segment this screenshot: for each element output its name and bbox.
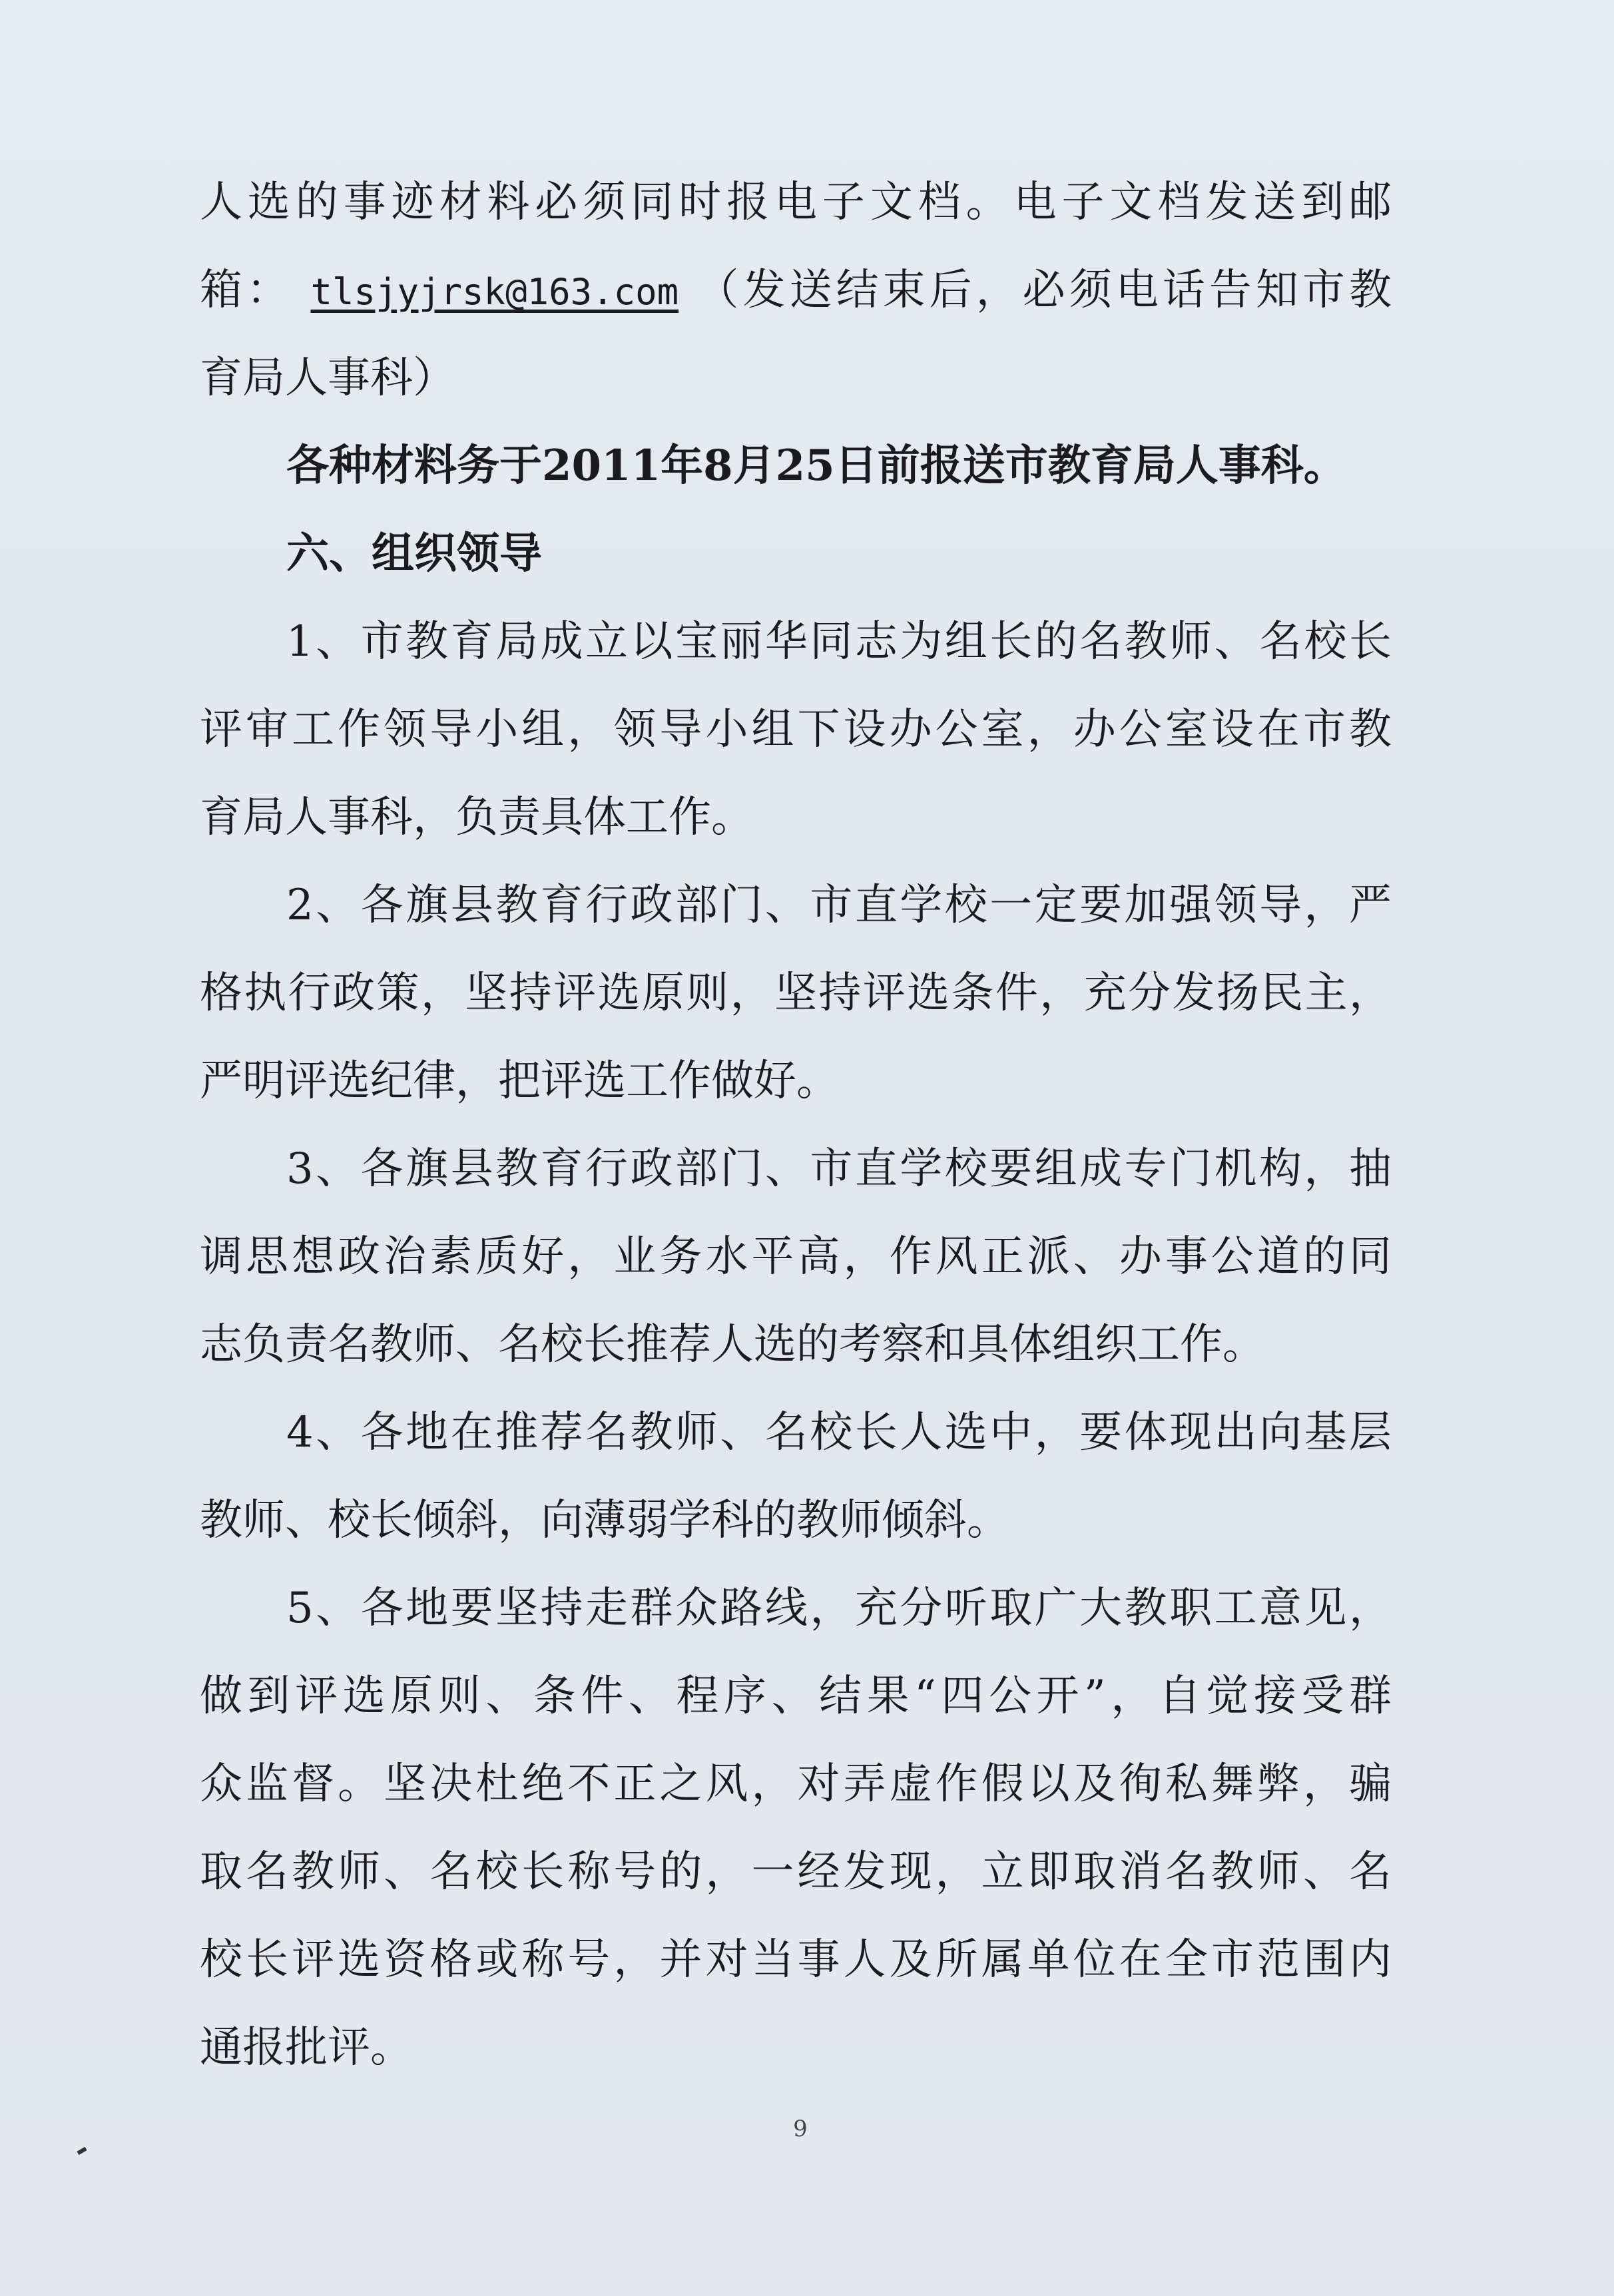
item-1-line-1: 1、市教育局成立以宝丽华同志为组长的名教师、名校长 <box>286 617 1392 666</box>
mailbox-label: 箱： <box>200 266 294 315</box>
paragraph-line-2 <box>200 246 1392 334</box>
section-heading: 六、组织领导 <box>286 529 542 578</box>
email-link[interactable]: tlsjyjrsk@163.com <box>310 271 679 313</box>
item-2-line-1: 2、各旗县教育行政部门、市直学校一定要加强领导，严 <box>286 881 1392 930</box>
item-5-line-6: 通报批评。 <box>200 2023 413 2072</box>
item-4-line-2: 教师、校长倾斜，向薄弱学科的教师倾斜。 <box>200 1496 1009 1545</box>
item-3-line-2: 调思想政治素质好，业务水平高，作风正派、办事公道的同 <box>200 1232 1392 1281</box>
item-1-line-2: 评审工作领导小组，领导小组下设办公室，办公室设在市教 <box>200 705 1392 754</box>
item-5-line-5: 校长评选资格或称号，并对当事人及所属单位在全市范围内 <box>200 1935 1392 1984</box>
item-5-line-1: 5、各地要坚持走群众路线，充分听取广大教职工意见， <box>286 1584 1392 1633</box>
mailbox-note: （发送结束后，必须电话告知市教 <box>696 266 1392 315</box>
scan-speck <box>77 2147 87 2155</box>
item-5-line-2: 做到评选原则、条件、程序、结果“四公开”，自觉接受群 <box>200 1672 1392 1721</box>
item-5-line-3: 众监督。坚决杜绝不正之风，对弄虚作假以及徇私舞弊，骗 <box>200 1759 1392 1809</box>
document-body <box>200 158 1392 2092</box>
item-1-line-3: 育局人事科，负责具体工作。 <box>200 793 754 842</box>
item-4-line-1: 4、各地在推荐名教师、名校长人选中，要体现出向基层 <box>286 1408 1392 1457</box>
paragraph-line-1: 人选的事迹材料必须同时报电子文档。电子文档发送到邮 <box>200 178 1392 227</box>
item-3-line-3: 志负责名教师、名校长推荐人选的考察和具体组织工作。 <box>200 1320 1265 1369</box>
item-3-line-1: 3、各旗县教育行政部门、市直学校要组成专门机构，抽 <box>286 1144 1392 1194</box>
paragraph-line-3: 育局人事科） <box>200 353 455 403</box>
item-5-line-4: 取名教师、名校长称号的，一经发现，立即取消名教师、名 <box>200 1847 1392 1897</box>
item-2-line-2: 格执行政策，坚持评选原则，坚持评选条件，充分发扬民主， <box>200 969 1392 1018</box>
page-number: 9 <box>793 2116 808 2142</box>
item-2-line-3: 严明评选纪律，把评选工作做好。 <box>200 1056 839 1106</box>
deadline-notice: 各种材料务于2011年8月25日前报送市教育局人事科。 <box>286 441 1346 491</box>
